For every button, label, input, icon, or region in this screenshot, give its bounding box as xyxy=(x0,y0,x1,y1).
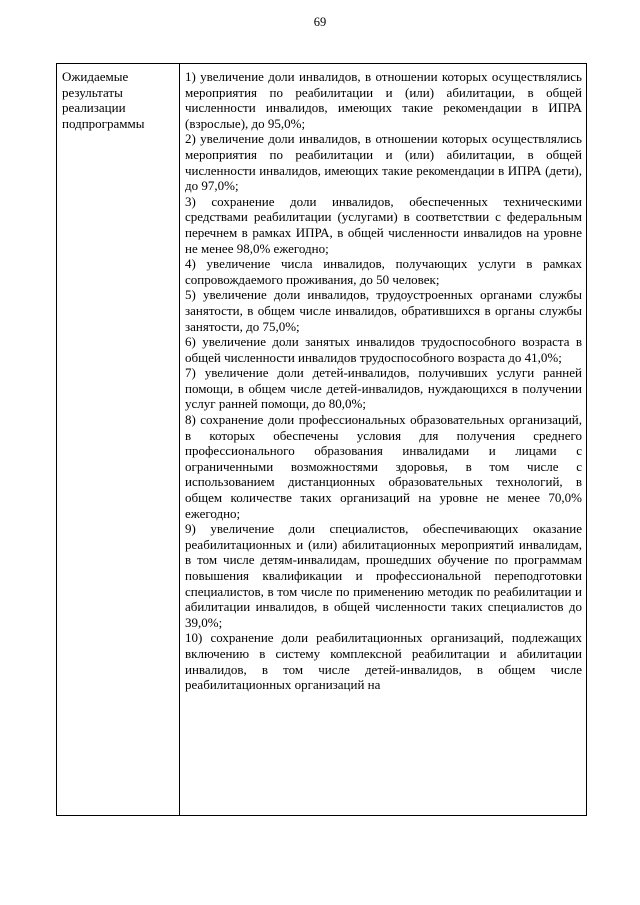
expected-result-item-8: 8) сохранение доли профессиональных образовательных организаций, в которых обеспечены условия для получения среднего профессионального образования инвалидами и лицами с ограниченными возможностями здоровья, в том числе с использованием дистанционных образовательных технологий, в общем количестве таких организаций на уровне не менее 70,0% ежегодно; xyxy=(185,412,582,521)
expected-result-item-7: 7) увеличение доли детей-инвалидов, получивших услуги ранней помощи, в общем числе детей-инвалидов, нуждающихся в получении услуг ранней помощи, до 80,0%; xyxy=(185,365,582,412)
expected-result-item-10: 10) сохранение доли реабилитационных организаций, подлежащих включению в систему комплексной реабилитации и абилитации инвалидов, в том числе детей-инвалидов, в общем числе реабилитационных организаций на xyxy=(185,630,582,693)
expected-result-item-1: 1) увеличение доли инвалидов, в отношении которых осуществлялись мероприятия по реабилитации и (или) абилитации, в общей численности инвалидов, имеющих такие рекомендации в ИПРА (взрослые), до 95,0%; xyxy=(185,69,582,131)
row-label-line: результаты xyxy=(62,84,123,100)
row-content-cell xyxy=(180,64,587,816)
row-label-line: подпрограммы xyxy=(62,115,145,131)
row-label-cell xyxy=(57,64,180,816)
expected-result-item-5: 5) увеличение доли инвалидов, трудоустроенных органами службы занятости, в общем числе инвалидов, обратившихся в органы службы занятости, до 75,0%; xyxy=(185,287,582,334)
row-label-line: Ожидаемые xyxy=(62,69,129,84)
page-number: 69 xyxy=(313,15,327,29)
table-row xyxy=(57,64,587,816)
expected-result-item-9: 9) увеличение доли специалистов, обеспечивающих оказание реабилитационных и (или) абилитационных мероприятий инвалидам, в том числе детям-инвалидам, прошедших обучение по программам повышения квалификации и профессиональной переподготовки специалистов, в том числе по применению методик по реабилитации и абилитации инвалидов, в общей численности таких специалистов до 39,0%; xyxy=(185,521,582,630)
subprogram-passport-table xyxy=(56,63,587,816)
expected-result-item-2: 2) увеличение доли инвалидов, в отношении которых осуществлялись мероприятия по реабилитации и (или) абилитации, в общей численности инвалидов, имеющих такие рекомендации в ИПРА (дети), до 97,0%; xyxy=(185,131,582,194)
expected-result-item-4: 4) увеличение числа инвалидов, получающих услуги в рамках сопровождаемого проживания, до 50 человек; xyxy=(185,256,582,287)
row-label-line: реализации xyxy=(62,100,126,116)
expected-result-item-3: 3) сохранение доли инвалидов, обеспеченных техническими средствами реабилитации (услугами) в соответствии с федеральным перечнем в рамках ИПРА, в общей численности инвалидов на уровне не менее 98,0% ежегодно; xyxy=(185,193,582,256)
expected-result-item-6: 6) увеличение доли занятых инвалидов трудоспособного возраста в общей численности инвалидов трудоспособного возраста до 41,0%; xyxy=(185,334,582,365)
